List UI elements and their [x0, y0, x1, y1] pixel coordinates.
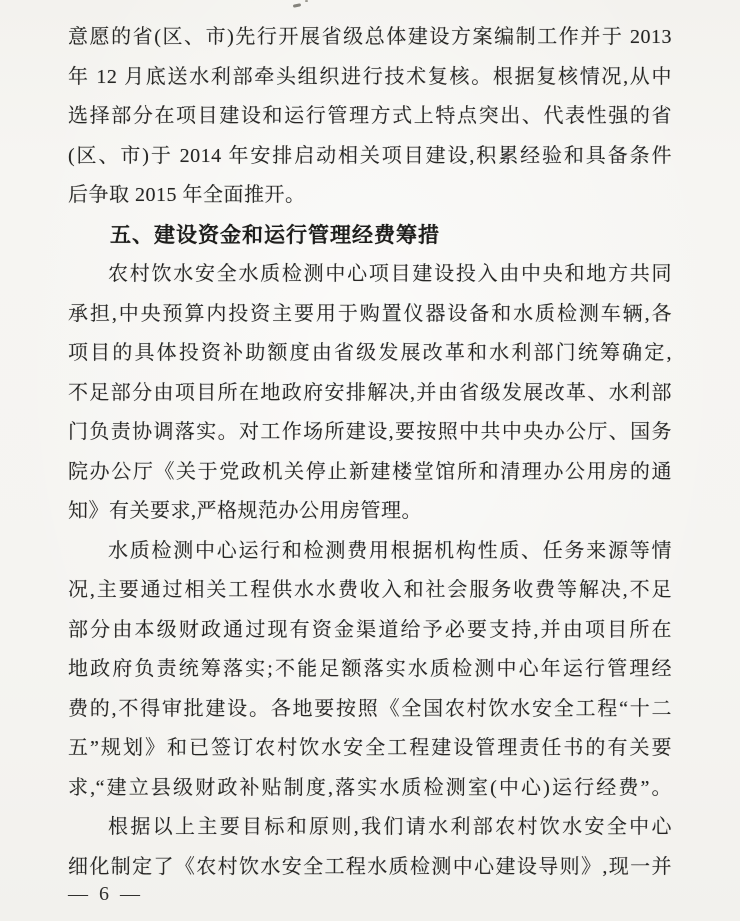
text-line: 地政府负责统筹落实;不能足额落实水质检测中心年运行管理经	[68, 658, 672, 680]
section-heading: 五、建设资金和运行管理经费筹措	[110, 223, 440, 247]
text-line: 意愿的省(区、市)先行开展省级总体建设方案编制工作并于 2013	[68, 26, 672, 48]
text-line: 知》有关要求,严格规范办公用房管理。	[68, 500, 422, 522]
text-line: 后争取 2015 年全面推开。	[68, 184, 306, 206]
text-line: 不足部分由项目所在地政府安排解决,并由省级发展改革、水利部	[68, 381, 672, 404]
text-line: 水质检测中心运行和检测费用根据机构性质、任务来源等情	[108, 539, 672, 562]
text-line: 院办公厅《关于党政机关停止新建楼堂馆所和清理办公用房的通	[68, 460, 672, 483]
text-line: 况,主要通过相关工程供水水费收入和社会服务收费等解决,不足	[68, 579, 672, 601]
text-line: 年 12 月底送水利部牵头组织进行技术复核。根据复核情况,从中	[68, 65, 672, 88]
scan-artifact	[293, 3, 301, 8]
scan-artifact	[305, 0, 308, 2]
page-number: — 6 —	[68, 883, 143, 905]
text-line: 根据以上主要目标和原则,我们请水利部农村饮水安全中心	[108, 816, 672, 838]
text-line: 求,“建立县级财政补贴制度,落实水质检测室(中心)运行经费”。	[68, 776, 672, 799]
document-body	[68, 18, 672, 887]
text-line: 项目的具体投资补助额度由省级发展改革和水利部门统筹确定,	[68, 342, 672, 364]
text-line: (区、市)于 2014 年安排启动相关项目建设,积累经验和具备条件	[68, 144, 672, 167]
text-line: 部分由本级财政通过现有资金渠道给予必要支持,并由项目所在	[68, 618, 672, 641]
text-line: 承担,中央预算内投资主要用于购置仪器设备和水质检测车辆,各	[68, 302, 672, 325]
text-line: 门负责协调落实。对工作场所建设,要按照中共中央办公厅、国务	[68, 421, 672, 443]
text-line: 费的,不得审批建设。各地要按照《全国农村饮水安全工程“十二	[68, 697, 672, 720]
text-line: 农村饮水安全水质检测中心项目建设投入由中央和地方共同	[108, 263, 672, 285]
text-line: 细化制定了《农村饮水安全工程水质检测中心建设导则》,现一并	[68, 855, 672, 878]
text-line: 五”规划》和已签订农村饮水安全工程建设管理责任书的有关要	[68, 737, 672, 759]
text-line: 选择部分在项目建设和运行管理方式上特点突出、代表性强的省	[68, 105, 672, 127]
